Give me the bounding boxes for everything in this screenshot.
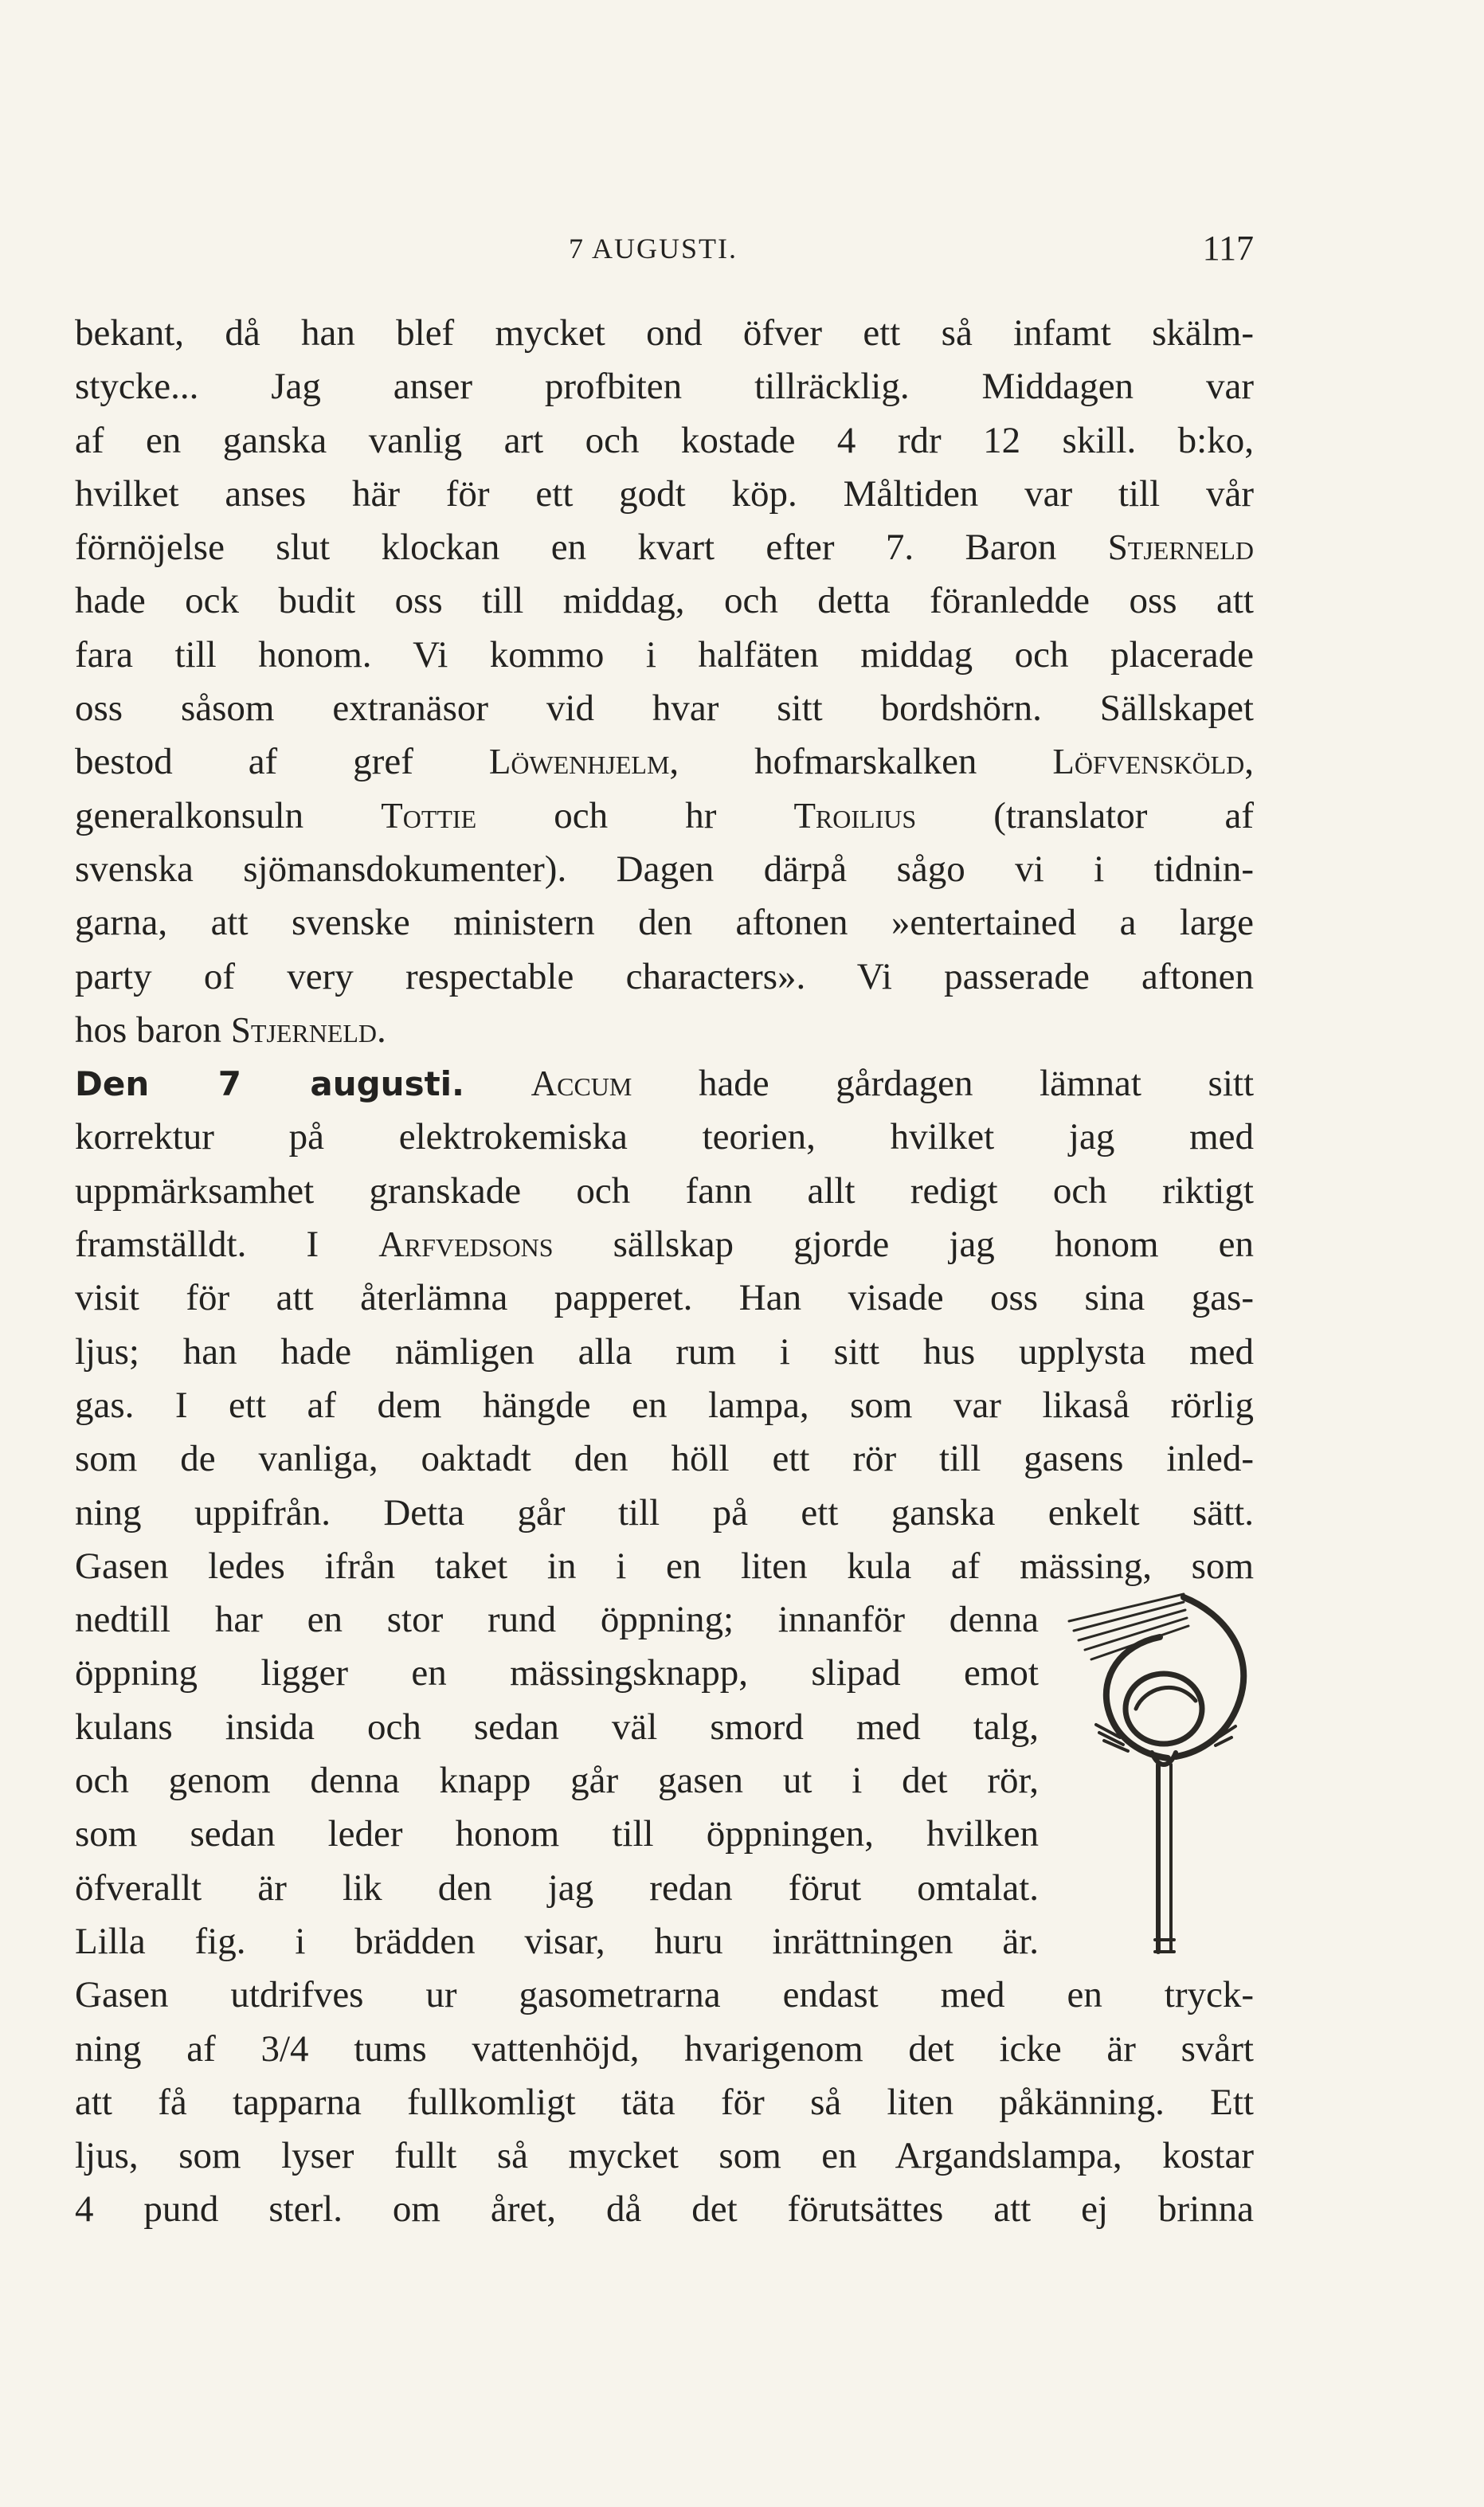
text-line: kulans insida och sedan väl smord med talg,	[75, 1706, 1039, 1748]
text-line: korrektur på elektrokemiska teorien, hvilket jag med	[75, 1116, 1254, 1158]
text-line	[75, 1218, 1254, 1271]
text-line: hade ock budit oss till middag, och detta föranledde oss att	[75, 580, 1254, 622]
text-line: fara till honom. Vi kommo i halfäten middag och placerade	[75, 633, 1254, 676]
text-line: ning af 3/4 tums vattenhöjd, hvarigenom det icke är svårt	[75, 2027, 1254, 2070]
page-number: 117	[1202, 229, 1254, 268]
line-text: ,	[1244, 741, 1254, 783]
person-name: Arfvedsons	[378, 1224, 554, 1265]
text-line	[75, 735, 1254, 789]
text-line: bekant, då han blef mycket ond öfver ett så infamt skälm-	[75, 312, 1254, 354]
text-line: gas. I ett af dem hängde en lampa, som var likaså rörlig	[75, 1384, 1254, 1426]
text-line: som sedan leder honom till öppningen, hvilken	[75, 1813, 1039, 1855]
text-line: Gasen utdrifves ur gasometrarna endast med en tryck-	[75, 1974, 1254, 2016]
text-line: ning uppifrån. Detta går till på ett ganska enkelt sätt.	[75, 1491, 1254, 1534]
running-head	[75, 225, 1254, 272]
text-line: 4 pund sterl. om året, då det förutsättes att ej brinna	[75, 2188, 1254, 2231]
line-text: (translator af	[916, 794, 1254, 836]
text-line: och genom denna knapp går gasen ut i det rör,	[75, 1760, 1039, 1802]
text-line: som de vanliga, oaktadt den höll ett rör till gasens inled-	[75, 1438, 1254, 1480]
text-line	[75, 789, 1254, 843]
text-line: garna, att svenske ministern den aftonen »entertained a large	[75, 902, 1254, 944]
line-text: hos baron	[75, 1009, 231, 1051]
text-line: nedtill har en stor rund öppning; innanför denna	[75, 1599, 1039, 1641]
text-line: stycke... Jag anser profbiten tillräcklig. Middagen var	[75, 366, 1254, 408]
text-line: ljus, som lyser fullt så mycket som en Argandslampa, kostar	[75, 2135, 1254, 2177]
text-line	[75, 1004, 1254, 1057]
line-text: förnöjelse slut klockan en kvart efter 7. Baron	[75, 527, 1108, 569]
gas-lamp-figure	[1064, 1589, 1263, 1956]
person-name: Löfvensköld	[1052, 742, 1245, 782]
text-line: uppmärksamhet granskade och fann allt redigt och riktigt	[75, 1169, 1254, 1212]
text-line: öppning ligger en mässingsknapp, slipad emot	[75, 1652, 1039, 1694]
person-name: Löwenhjelm	[488, 742, 670, 782]
text-line: visit för att återlämna papperet. Han visade oss sina gas-	[75, 1277, 1254, 1319]
line-text: .	[377, 1009, 386, 1051]
text-line: af en ganska vanlig art och kostade 4 rdr 12 skill. b:ko,	[75, 419, 1254, 461]
text-line: oss såsom extranäsor vid hvar sitt bordshörn. Sällskapet	[75, 687, 1254, 730]
line-text: bestod af gref	[75, 741, 489, 783]
running-title: 7 AUGUSTI.	[569, 233, 738, 264]
line-text: framställdt. I	[75, 1224, 379, 1266]
text-line: Lilla fig. i brädden visar, huru inrättningen är.	[75, 1920, 1039, 1962]
person-name: Accum	[531, 1064, 632, 1104]
line-text	[464, 1063, 531, 1104]
line-text: , hofmarskalken	[669, 741, 1053, 783]
line-text: och hr	[476, 794, 794, 836]
line-text: sällskap gjorde jag honom en	[553, 1224, 1254, 1266]
text-line: att få tapparna fullkomligt täta för så liten påkänning. Ett	[75, 2081, 1254, 2123]
text-line: ljus; han hade nämligen alla rum i sitt hus upplysta med	[75, 1330, 1254, 1373]
text-line: svenska sjömansdokumenter). Dagen därpå sågo vi i tidnin-	[75, 848, 1254, 890]
text-line	[75, 521, 1254, 574]
line-text: generalkonsuln	[75, 794, 382, 836]
text-line	[75, 1057, 1254, 1111]
person-name: Tottie	[381, 795, 477, 836]
person-name: Troilius	[793, 795, 917, 836]
text-line: öfverallt är lik den jag redan förut omtalat.	[75, 1867, 1039, 1909]
person-name: Stjerneld	[230, 1009, 378, 1050]
date-heading: Den 7 augusti.	[75, 1064, 465, 1104]
text-line: hvilket anses här för ett godt köp. Måltiden var till vår	[75, 472, 1254, 515]
person-name: Stjerneld	[1107, 527, 1254, 568]
text-line: party of very respectable characters». Vi passerade aftonen	[75, 955, 1254, 997]
line-text: hade gårdagen lämnat sitt	[632, 1063, 1254, 1105]
text-line: Gasen ledes ifrån taket in i en liten kula af mässing, som	[75, 1545, 1254, 1587]
